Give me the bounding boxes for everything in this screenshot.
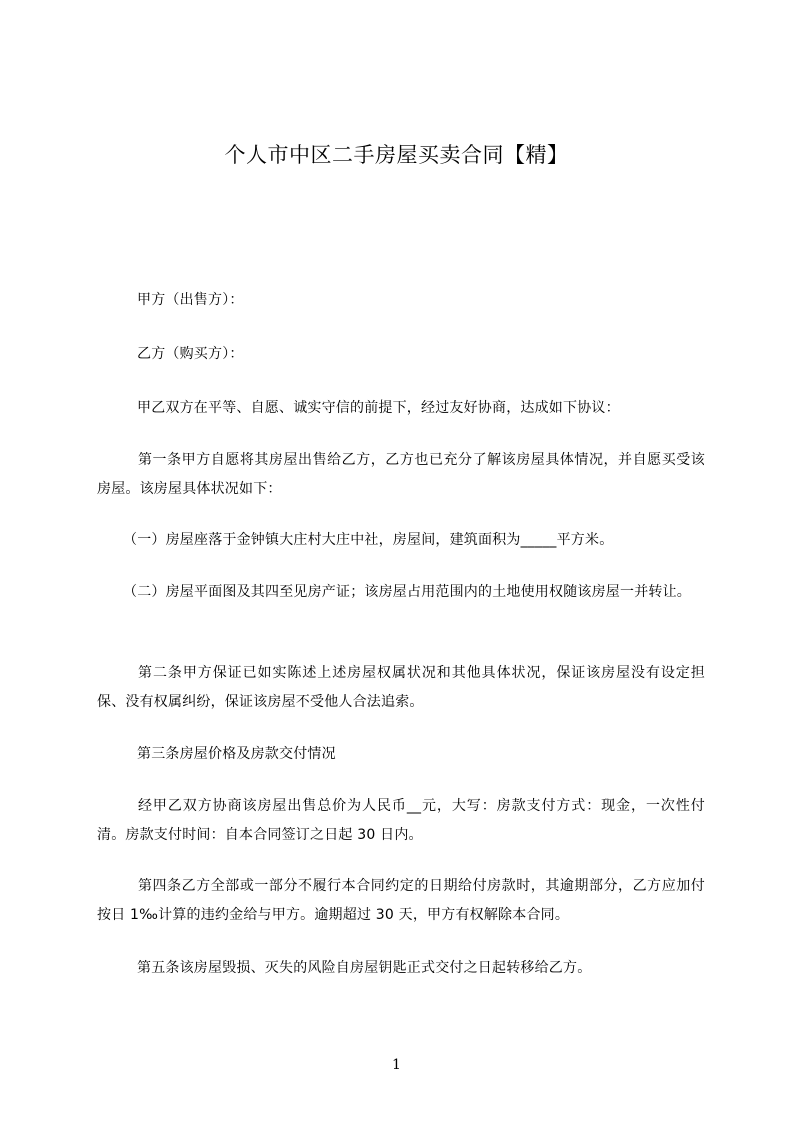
article-3-body: 经甲乙双方协商该房屋出售总价为人民币__元，大写：房款支付方式：现金，一次性付清。房款支付时间：自本合同签订之日起 30 日内。: [97, 798, 705, 843]
article-1-paragraph: 第一条甲方自愿将其房屋出售给乙方，乙方也已充分了解该房屋具体情况，并自愿买受该房屋。该房屋具体状况如下：: [97, 452, 705, 497]
article-1-item-1: （一）房屋座落于金钟镇大庄村大庄中社，房屋间，建筑面积为_____平方米。: [123, 532, 614, 548]
party-b-line: 乙方（购买方）：: [137, 346, 244, 362]
article-5-paragraph: 第五条该房屋毁损、灭失的风险自房屋钥匙正式交付之日起转移给乙方。: [137, 960, 592, 976]
article-3-heading: 第三条房屋价格及房款交付情况: [137, 746, 336, 762]
article-2-paragraph: 第二条甲方保证已如实陈述上述房屋权属状况和其他具体状况，保证该房屋没有设定担保、没有权属纠纷，保证该房屋不受他人合法追索。: [97, 665, 705, 710]
page-title: 个人市中区二手房屋买卖合同【精】: [224, 143, 569, 167]
article-1-item-2: （二）房屋平面图及其四至见房产证；该房屋占用范围内的土地使用权随该房屋一并转让。: [123, 584, 691, 600]
article-4-paragraph: 第四条乙方全部或一部分不履行本合同约定的日期给付房款时，其逾期部分，乙方应加付按日 1‰计算的违约金给与甲方。逾期超过 30 天，甲方有权解除本合同。: [97, 878, 705, 923]
page-number: 1: [392, 1057, 401, 1073]
preamble-paragraph: 甲乙双方在平等、自愿、诚实守信的前提下，经过友好协商，达成如下协议：: [137, 400, 620, 416]
party-a-line: 甲方（出售方）：: [137, 292, 244, 308]
